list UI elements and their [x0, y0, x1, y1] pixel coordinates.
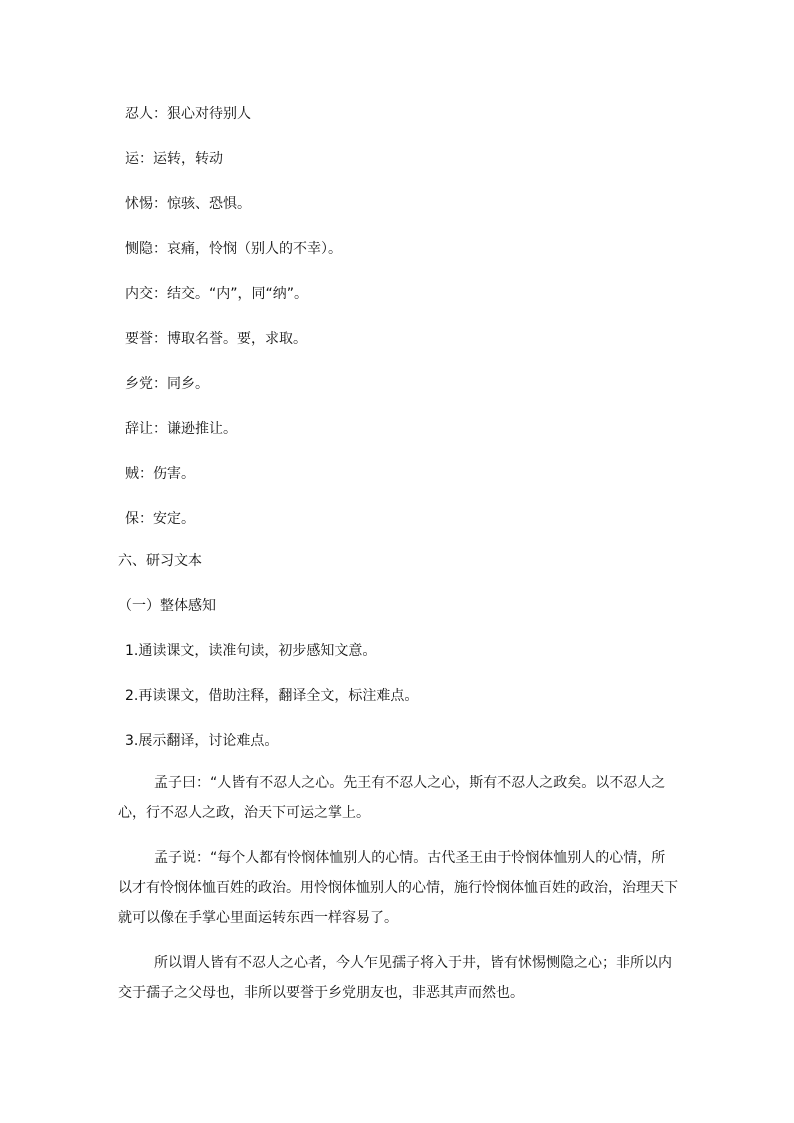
paragraph-original-text: [118, 768, 678, 828]
paragraph-line: 孟子曰：“人皆有不忍人之心。先王有不忍人之心，斯有不忍人之政矣。以不忍人之: [154, 775, 666, 791]
paragraph-line: 交于孺子之父母也，非所以要誉于乡党朋友也，非恶其声而然也。: [118, 985, 524, 1001]
gloss-chuti: 怵惕：惊骇、恐惧。: [125, 196, 251, 212]
paragraph-translation: [118, 843, 678, 933]
gloss-neijiao: 内交：结交。“内”，同“纳”。: [125, 286, 309, 302]
gloss-zei: 贼：伤害。: [125, 466, 195, 482]
step-item: 3.展示翻译，讨论难点。: [125, 733, 279, 749]
sub-heading: （一）整体感知: [118, 598, 216, 614]
gloss-cirang: 辞让：谦逊推让。: [125, 421, 237, 437]
step-item: 1.通读课文，读准句读，初步感知文意。: [125, 643, 377, 659]
paragraph-line: 以才有怜悯体恤百姓的政治。用怜悯体恤别人的心情，施行怜悯体恤百姓的政治，治理天下: [118, 880, 678, 896]
gloss-xiangdang: 乡党：同乡。: [125, 376, 209, 392]
gloss-yun: 运：运转，转动: [125, 151, 223, 167]
paragraph-line: 心，行不忍人之政，治天下可运之掌上。: [118, 805, 370, 821]
gloss-yaoyu: 要誉：博取名誉。要，求取。: [125, 331, 307, 347]
gloss-bao: 保：安定。: [125, 511, 195, 527]
gloss-ceyin: 恻隐：哀痛，怜悯（别人的不幸）。: [125, 241, 342, 257]
section-heading: 六、研习文本: [118, 553, 202, 569]
step-item: 2.再读课文，借助注释，翻译全文，标注难点。: [125, 688, 419, 704]
gloss-renren: 忍人：狠心对待别人: [125, 106, 251, 122]
paragraph-line: 就可以像在手掌心里面运转东西一样容易了。: [118, 910, 398, 926]
paragraph-original-text-2: [118, 948, 678, 1008]
paragraph-line: 所以谓人皆有不忍人之心者，今人乍见孺子将入于井，皆有怵惕恻隐之心；非所以内: [154, 955, 672, 971]
paragraph-line: 孟子说：“每个人都有怜悯体恤别人的心情。古代圣王由于怜悯体恤别人的心情，所: [154, 850, 666, 866]
